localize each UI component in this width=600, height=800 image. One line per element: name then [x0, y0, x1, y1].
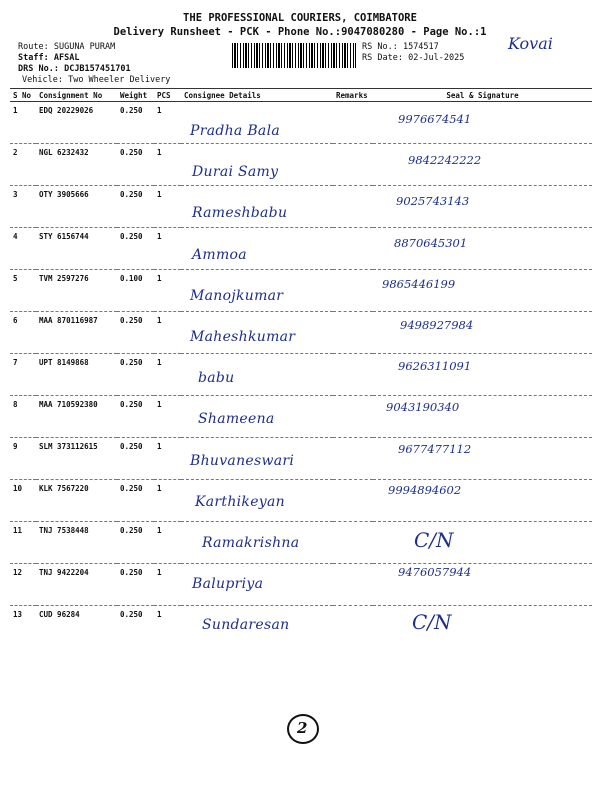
handwritten-signature-note: 9498927984 — [400, 318, 474, 332]
row-weight: 0.250 — [117, 312, 154, 354]
row-sno: 1 — [10, 102, 36, 144]
col-consignee: Consignee Details — [181, 89, 333, 102]
handwritten-consignee: Bhuvaneswari — [190, 452, 295, 469]
row-sno: 10 — [10, 480, 36, 522]
row-sno: 4 — [10, 228, 36, 270]
page-number-circle — [287, 714, 319, 744]
handwritten-consignee: Balupriya — [192, 576, 264, 593]
row-pcs: 1 — [154, 102, 181, 144]
row-weight: 0.250 — [117, 396, 154, 438]
table-row — [10, 144, 592, 186]
row-weight: 0.250 — [117, 480, 154, 522]
handwritten-consignee: Manojkumar — [190, 287, 284, 304]
handwritten-signature-note: 9043190340 — [386, 400, 460, 415]
row-pcs: 1 — [154, 228, 181, 270]
barcode — [232, 43, 356, 68]
rs-date-label: RS Date: — [362, 53, 403, 63]
row-weight: 0.250 — [117, 186, 154, 228]
handwritten-signature-note: 9842242222 — [408, 153, 482, 168]
row-weight: 0.250 — [117, 564, 154, 606]
row-pcs: 1 — [154, 312, 181, 354]
table-row — [10, 438, 592, 480]
row-consignment: OTY 3905666 — [36, 186, 117, 228]
staff-line — [18, 53, 79, 63]
row-sno: 5 — [10, 270, 36, 312]
row-consignment: NGL 6232432 — [36, 144, 117, 186]
drs-line — [18, 64, 131, 74]
handwritten-consignee: Karthikeyan — [195, 493, 285, 510]
row-weight: 0.100 — [117, 270, 154, 312]
col-consignment: Consignment No — [36, 89, 117, 102]
vehicle-label: Vehicle: — [22, 75, 63, 85]
staff-value: AFSAL — [53, 53, 80, 63]
row-remarks — [333, 480, 373, 522]
col-sno: S No — [10, 89, 36, 102]
row-weight: 0.250 — [117, 522, 154, 564]
row-remarks — [333, 522, 373, 564]
row-pcs: 1 — [154, 396, 181, 438]
row-signature-cell — [373, 606, 592, 648]
handwritten-signature-note: C/N — [412, 610, 452, 635]
handwritten-consignee: Shameena — [198, 411, 275, 428]
row-remarks — [333, 228, 373, 270]
handwritten-signature-note: 9865446199 — [382, 276, 456, 291]
row-sno: 12 — [10, 564, 36, 606]
row-consignment: TNJ 9422204 — [36, 564, 117, 606]
row-weight: 0.250 — [120, 610, 143, 619]
handwritten-consignee: Rameshbabu — [192, 205, 288, 222]
rs-no-label: RS No.: — [362, 42, 398, 52]
row-remarks — [333, 312, 373, 354]
row-remarks — [333, 354, 373, 396]
table-row — [10, 606, 592, 648]
table-row — [10, 396, 592, 438]
col-remarks: Remarks — [333, 89, 373, 102]
row-pcs: 1 — [154, 354, 181, 396]
row-consignment: TNJ 7538448 — [36, 522, 117, 564]
row-weight: 0.250 — [117, 144, 154, 186]
row-weight: 0.250 — [117, 354, 154, 396]
row-consignment: CUD 96284 — [39, 610, 80, 619]
drs-label: DRS No.: — [18, 64, 59, 74]
col-weight: Weight — [117, 89, 154, 102]
col-signature: Seal & Signature — [373, 89, 592, 102]
row-sno: 2 — [10, 144, 36, 186]
table-header-row — [10, 89, 592, 102]
handwritten-signature-note: 9976674541 — [398, 112, 472, 126]
row-consignment: EDQ 20229026 — [36, 102, 117, 144]
runsheet-table — [10, 88, 592, 647]
row-weight: 0.250 — [117, 102, 154, 144]
col-pcs: PCS — [154, 89, 181, 102]
staff-label: Staff: — [18, 53, 49, 63]
table-row — [10, 186, 592, 228]
handwritten-signature-note: 9994894602 — [388, 482, 462, 497]
runsheet-title: Delivery Runsheet - PCK - Phone No.:9047080280 - Page No.:1 — [113, 26, 487, 38]
handwritten-signature-note: 8870645301 — [394, 235, 468, 250]
table-row — [10, 522, 592, 564]
rs-date-line — [362, 53, 464, 63]
row-remarks — [333, 606, 373, 648]
row-consignment: MAA 870116987 — [36, 312, 117, 354]
handwritten-consignee: Maheshkumar — [190, 329, 296, 345]
row-remarks — [333, 186, 373, 228]
handwritten-signature-note: 9476057944 — [398, 565, 472, 580]
handwritten-signature-note: 9677477112 — [398, 441, 472, 456]
handwritten-consignee: Sundaresan — [202, 617, 290, 634]
route-label: Route: — [18, 42, 49, 52]
row-pcs: 1 — [154, 480, 181, 522]
route-value: SUGUNA PURAM — [53, 42, 116, 52]
table-row — [10, 354, 592, 396]
vehicle-line — [22, 75, 170, 85]
row-pcs: 1 — [154, 270, 181, 312]
row-signature-cell — [373, 144, 592, 186]
row-remarks — [333, 564, 373, 606]
row-remarks — [333, 102, 373, 144]
rs-no-value: 1574517 — [402, 42, 439, 52]
rs-no-line — [362, 42, 439, 52]
row-sno: 6 — [10, 312, 36, 354]
table-row — [10, 480, 592, 522]
table-row — [10, 270, 592, 312]
row-signature-cell — [373, 522, 592, 564]
row-consignment: TVM 2597276 — [36, 270, 117, 312]
vehicle-value: Two Wheeler Delivery — [68, 75, 171, 85]
handwritten-signature-note: 9626311091 — [398, 359, 472, 374]
table-row — [10, 312, 592, 354]
page-number: 2 — [297, 719, 308, 737]
handwritten-consignee: babu — [198, 370, 235, 387]
row-pcs: 1 — [154, 438, 181, 480]
row-consignment: UPT 8149868 — [36, 354, 117, 396]
row-consignment: KLK 7567220 — [36, 480, 117, 522]
handwritten-note: Kovai — [508, 34, 553, 53]
row-sno: 11 — [10, 522, 36, 564]
table-row — [10, 102, 592, 144]
row-remarks — [333, 144, 373, 186]
row-remarks — [333, 438, 373, 480]
handwritten-consignee: Pradha Bala — [190, 123, 280, 139]
row-weight: 0.250 — [117, 438, 154, 480]
row-remarks — [333, 270, 373, 312]
handwritten-consignee: Ammoa — [192, 246, 247, 263]
handwritten-signature-note: 9025743143 — [396, 194, 470, 209]
row-weight: 0.250 — [117, 228, 154, 270]
row-pcs: 1 — [154, 522, 181, 564]
row-pcs: 1 — [154, 564, 181, 606]
row-pcs: 1 — [154, 186, 181, 228]
handwritten-consignee: Ramakrishna — [202, 535, 300, 551]
route-line — [18, 42, 115, 52]
table-row — [10, 228, 592, 270]
row-consignment: MAA 710592380 — [36, 396, 117, 438]
drs-value: DCJB157451701 — [64, 64, 131, 74]
row-sno: 3 — [10, 186, 36, 228]
row-remarks — [333, 396, 373, 438]
handwritten-consignee: Durai Samy — [192, 164, 279, 181]
row-consignment: SLM 373112615 — [36, 438, 117, 480]
row-sno: 9 — [10, 438, 36, 480]
company-title: THE PROFESSIONAL COURIERS, COIMBATORE — [183, 12, 417, 24]
row-sno: 7 — [10, 354, 36, 396]
handwritten-signature-note: C/N — [414, 528, 454, 552]
rs-date-value: 02-Jul-2025 — [408, 53, 465, 63]
row-pcs: 1 — [157, 610, 162, 619]
row-pcs: 1 — [154, 144, 181, 186]
row-consignment: STY 6156744 — [36, 228, 117, 270]
row-sno: 13 — [13, 610, 23, 619]
row-sno: 8 — [10, 396, 36, 438]
table-row — [10, 564, 592, 606]
